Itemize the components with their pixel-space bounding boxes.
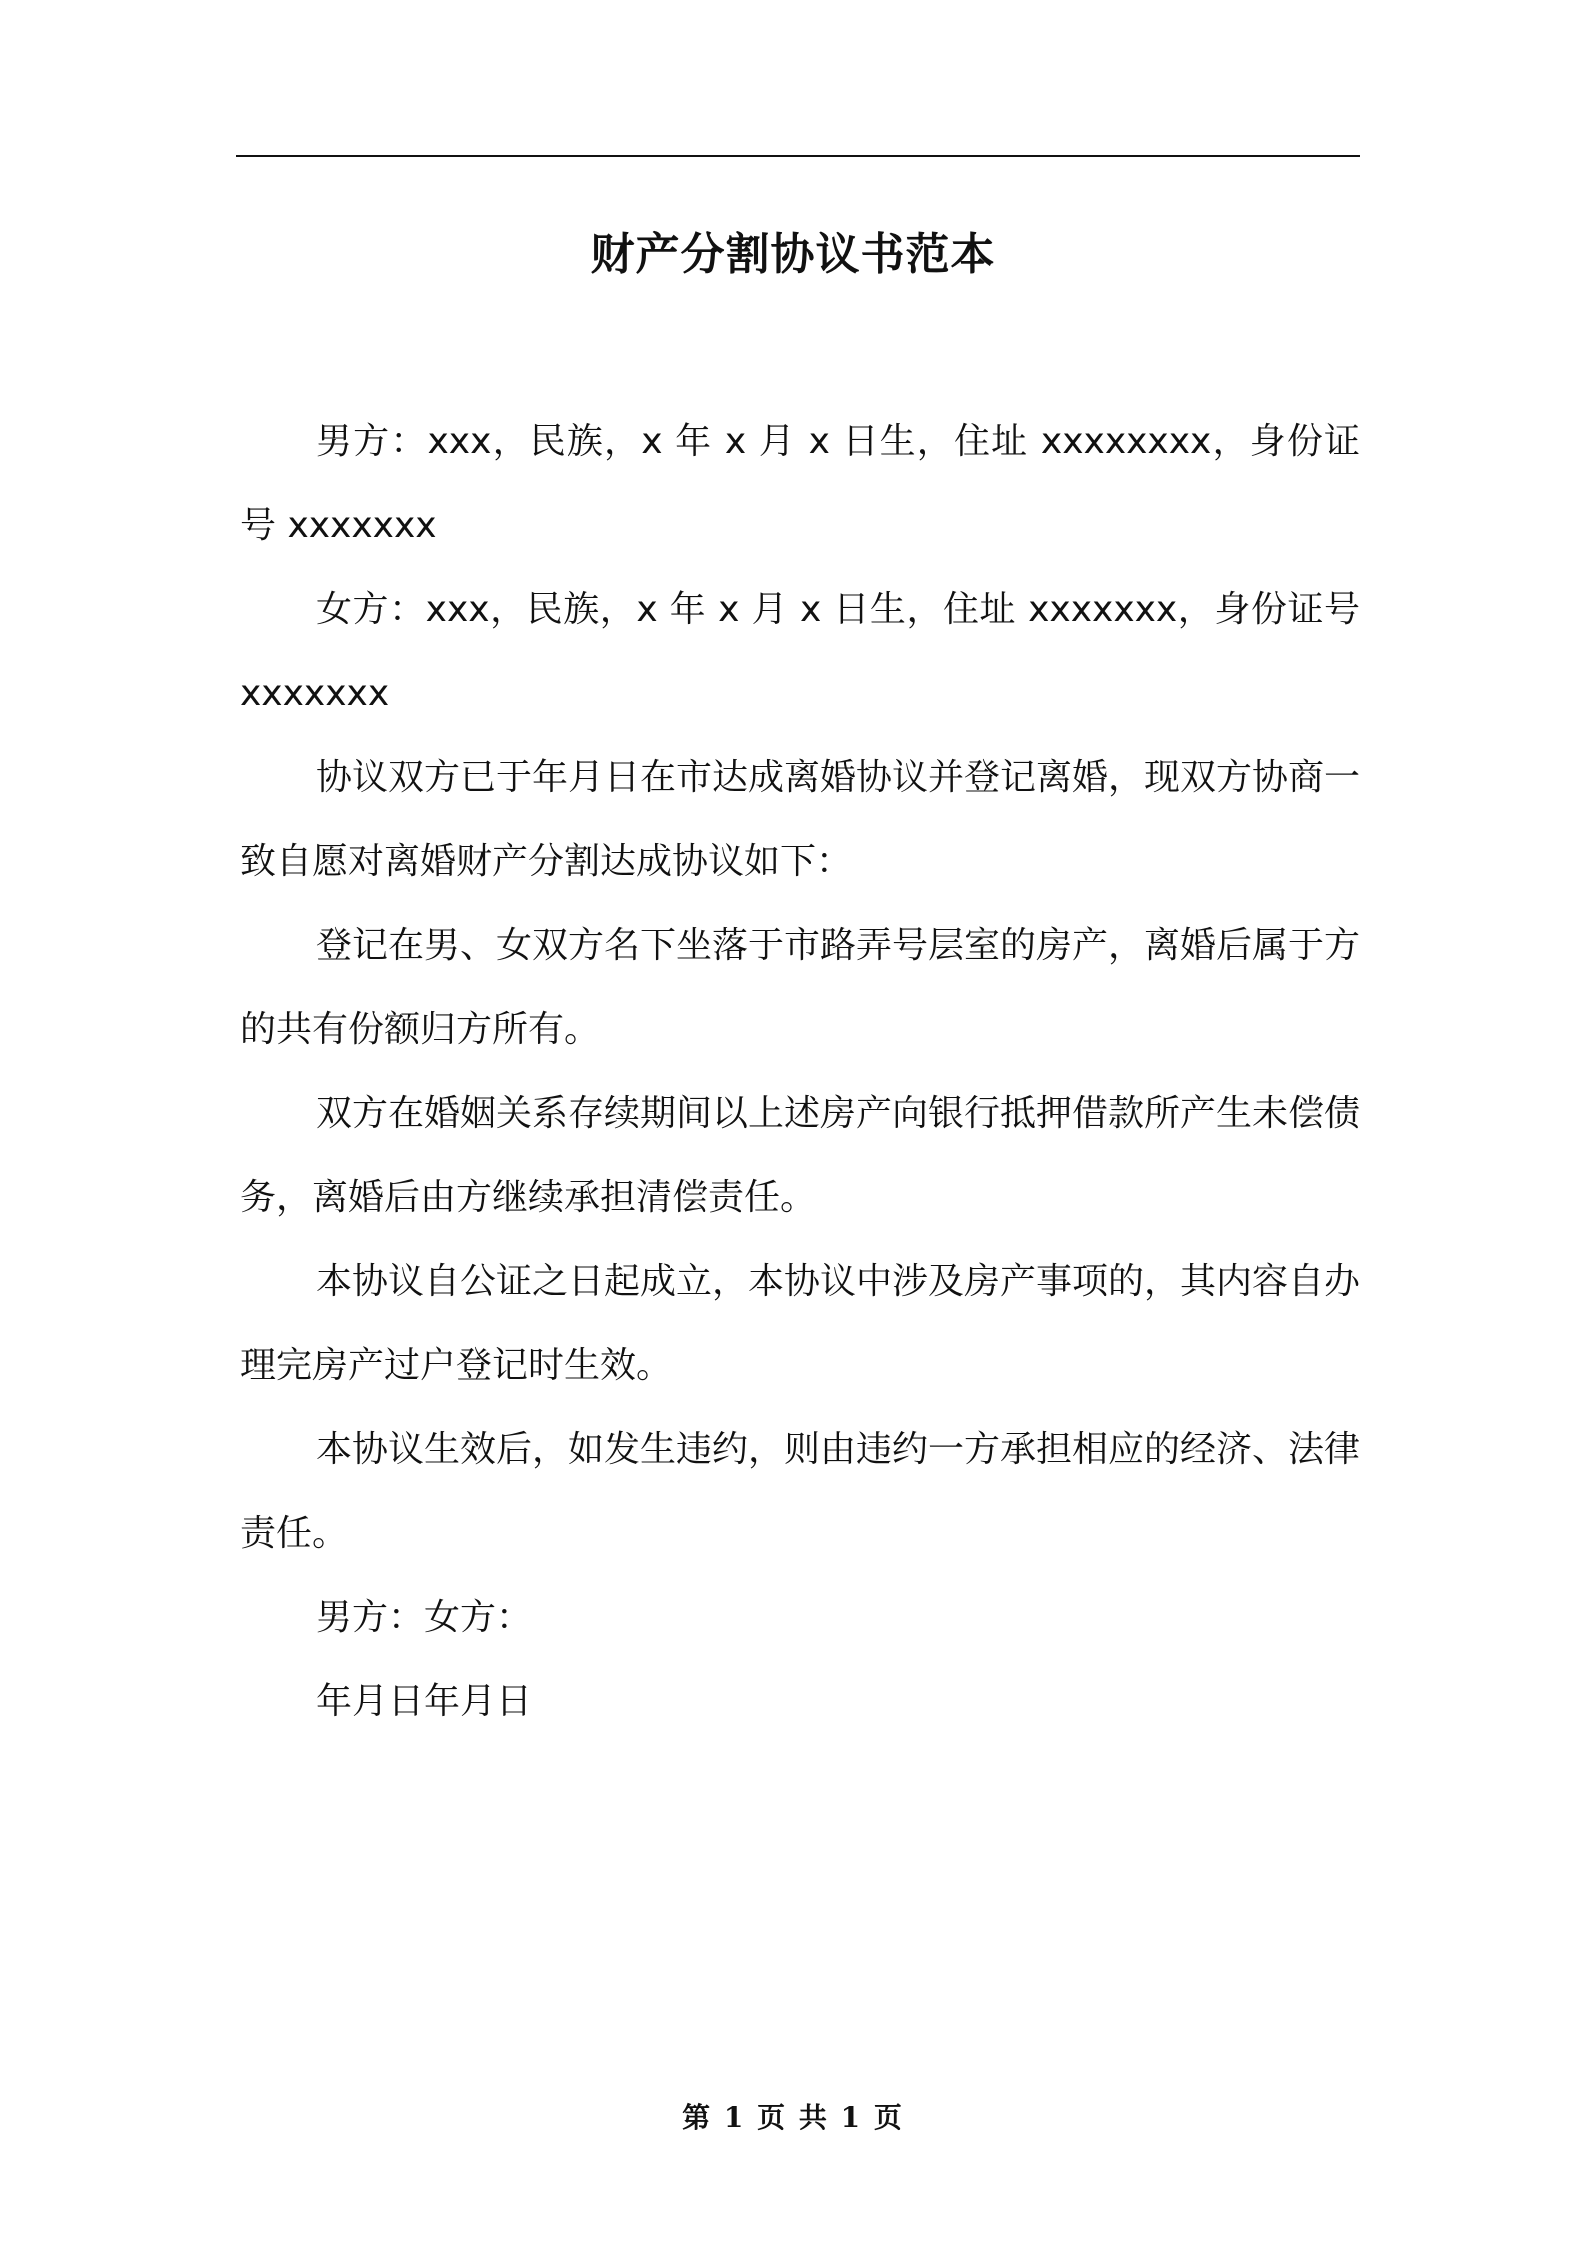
document-body xyxy=(240,400,1360,1744)
document-title: 财产分割协议书范本 xyxy=(590,229,996,280)
paragraph-male-party: 男方：xxx，民族，x 年 x 月 x 日生，住址 xxxxxxxx，身份证号 xxxxxxx xyxy=(240,421,1360,546)
header-rule xyxy=(236,155,1360,157)
page-number: 第 1 页 共 1 页 xyxy=(682,2101,904,2134)
signature-line: 男方：女方： xyxy=(316,1597,533,1638)
paragraph-debt: 双方在婚姻关系存续期间以上述房产向银行抵押借款所产生未偿债务，离婚后由方继续承担清偿责任。 xyxy=(240,1093,1361,1218)
paragraph-breach: 本协议生效后，如发生违约，则由违约一方承担相应的经济、法律责任。 xyxy=(240,1429,1361,1554)
paragraph-agreement-intro: 协议双方已于年月日在市达成离婚协议并登记离婚，现双方协商一致自愿对离婚财产分割达成协议如下： xyxy=(240,757,1361,882)
paragraph-property: 登记在男、女双方名下坐落于市路弄号层室的房产，离婚后属于方的共有份额归方所有。 xyxy=(240,925,1361,1050)
paragraph-female-party: 女方：xxx，民族，x 年 x 月 x 日生，住址 xxxxxxx，身份证号 xxxxxxx xyxy=(240,589,1360,714)
date-line: 年月日年月日 xyxy=(316,1681,533,1722)
paragraph-effective: 本协议自公证之日起成立，本协议中涉及房产事项的，其内容自办理完房产过户登记时生效。 xyxy=(240,1261,1361,1386)
